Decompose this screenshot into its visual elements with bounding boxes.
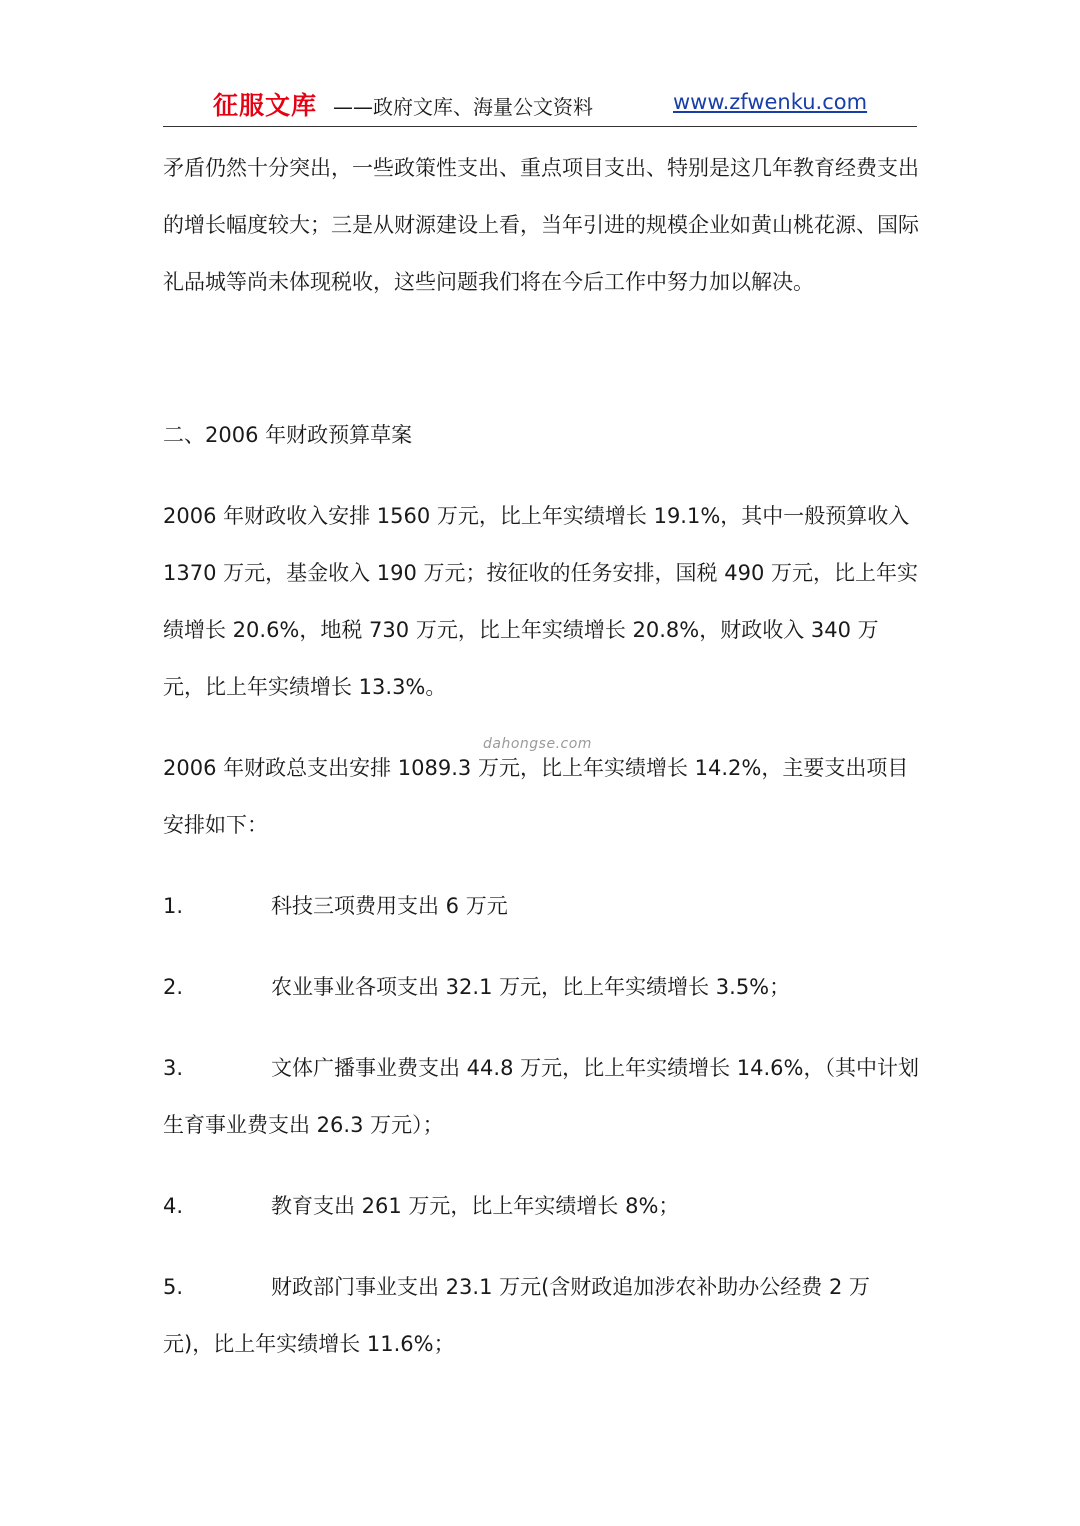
watermark: dahongse.com xyxy=(483,736,592,752)
list-item xyxy=(163,878,919,935)
list-item-text: 农业事业各项支出 32.1 万元，比上年实绩增长 3.5%； xyxy=(271,975,791,999)
page-header xyxy=(163,84,917,127)
section-heading: 二、2006 年财政预算草案 xyxy=(163,423,413,447)
list-item-number: 4. xyxy=(163,1194,184,1218)
list-item-number: 2. xyxy=(163,975,184,999)
brand-logo-text: 征服文库 xyxy=(213,91,318,120)
paragraph-expenditure: 2006 年财政总支出安排 1089.3 万元，比上年实绩增长 14.2%，主要支出项目安排如下： xyxy=(163,756,909,837)
list-item xyxy=(163,1259,919,1373)
list-item xyxy=(163,1040,919,1154)
list-item-text: 财政部门事业支出 23.1 万元(含财政追加涉农补助办公经费 2 万元)，比上年实绩增长 11.6%； xyxy=(163,1275,871,1356)
paragraph-continued: 矛盾仍然十分突出，一些政策性支出、重点项目支出、特别是这几年教育经费支出的增长幅度较大；三是从财源建设上看，当年引进的规模企业如黄山桃花源、国际礼品城等尚未体现税收，这些问题我们将在今后工作中努力加以解决。 xyxy=(163,156,919,294)
site-link[interactable]: www.zfwenku.com xyxy=(673,90,868,114)
list-item-text: 教育支出 261 万元，比上年实绩增长 8%； xyxy=(271,1194,680,1218)
list-item-number: 1. xyxy=(163,894,184,918)
list-item-text: 科技三项费用支出 6 万元 xyxy=(271,894,508,918)
list-item-number: 3. xyxy=(163,1056,184,1080)
paragraph-revenue: 2006 年财政收入安排 1560 万元，比上年实绩增长 19.1%，其中一般预算收入 1370 万元，基金收入 190 万元；按征收的任务安排，国税 490 万元，比上年实绩增长 20.6%，地税 730 万元，比上年实绩增长 20.8%，财政收入 340 万元，比上年实绩增长 13.3%。 xyxy=(163,504,918,699)
list-item-text: 文体广播事业费支出 44.8 万元，比上年实绩增长 14.6%，（其中计划生育事业费支出 26.3 万元）； xyxy=(163,1056,919,1137)
list-item-number: 5. xyxy=(163,1275,184,1299)
document-body xyxy=(163,140,919,1373)
list-item xyxy=(163,959,919,1016)
list-item xyxy=(163,1178,919,1235)
header-tagline: ——政府文库、海量公文资料 xyxy=(333,95,593,119)
